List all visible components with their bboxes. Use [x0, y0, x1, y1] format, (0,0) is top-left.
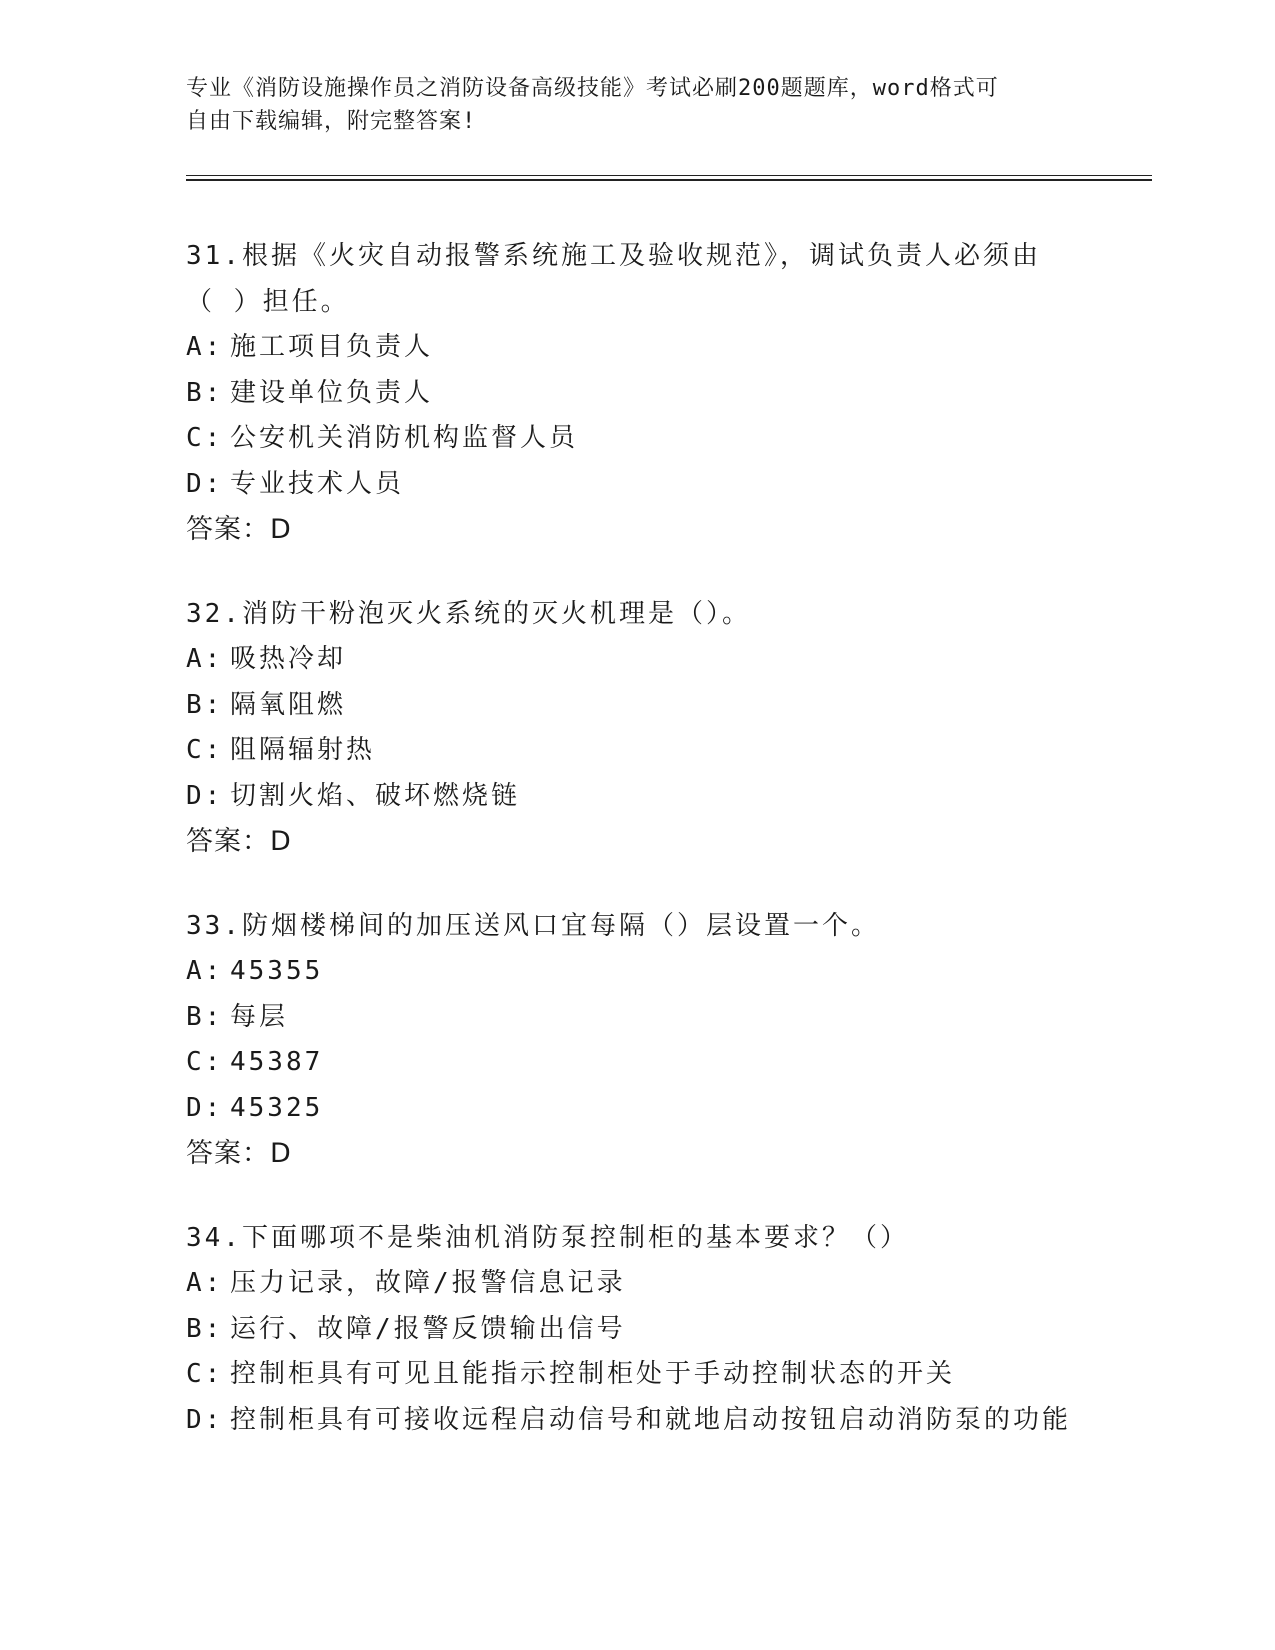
option-text: 控制柜具有可见且能指示控制柜处于手动控制状态的开关 — [230, 1359, 956, 1389]
option-text: 45355 — [230, 956, 324, 986]
header-divider-thick — [186, 179, 1152, 181]
option-text: 45325 — [230, 1092, 324, 1123]
option-letter: D: — [186, 468, 224, 499]
option-a — [186, 949, 1086, 995]
option-letter: D: — [186, 1404, 224, 1435]
answer-line: 答案：D — [186, 1138, 292, 1169]
option-b — [186, 1307, 1086, 1353]
option-text: 吸热冷却 — [230, 644, 347, 674]
question-32 — [186, 591, 1086, 864]
question-text: 34.下面哪项不是柴油机消防泵控制柜的基本要求？（） — [186, 1223, 909, 1253]
option-text: 运行、故障/报警反馈输出信号 — [230, 1313, 626, 1344]
question-list — [186, 233, 1086, 1482]
option-letter: C: — [186, 735, 224, 765]
header-line-2: 自由下载编辑，附完整答案! — [186, 109, 477, 134]
question-33 — [186, 903, 1086, 1176]
option-text: 建设单位负责人 — [230, 377, 434, 408]
option-text: 施工项目负责人 — [230, 332, 434, 362]
document-header — [186, 72, 1066, 138]
option-letter: C: — [186, 1047, 224, 1077]
question-34 — [186, 1215, 1086, 1443]
option-a — [186, 637, 1086, 683]
option-letter: A: — [186, 644, 224, 674]
question-text: 32.消防干粉泡灭火系统的灭火机理是（）。 — [186, 599, 751, 629]
option-d — [186, 462, 1086, 508]
option-letter: B: — [186, 1313, 224, 1344]
option-text: 压力记录，故障/报警信息记录 — [230, 1268, 626, 1298]
option-text: 隔氧阻燃 — [230, 689, 347, 720]
option-a — [186, 325, 1086, 371]
option-letter: D: — [186, 780, 224, 811]
option-letter: B: — [186, 377, 224, 408]
option-d — [186, 1398, 1086, 1444]
option-text: 公安机关消防机构监督人员 — [230, 423, 579, 453]
option-c — [186, 1352, 1086, 1398]
option-letter: C: — [186, 423, 224, 453]
option-letter: A: — [186, 956, 224, 986]
answer-line: 答案：D — [186, 514, 292, 545]
option-letter: A: — [186, 1268, 224, 1298]
option-b — [186, 371, 1086, 417]
question-text: 33.防烟楼梯间的加压送风口宜每隔（）层设置一个。 — [186, 911, 880, 941]
answer-line: 答案：D — [186, 826, 292, 857]
option-text: 专业技术人员 — [230, 468, 405, 499]
option-text: 45387 — [230, 1047, 324, 1077]
option-text: 每层 — [230, 1001, 289, 1032]
option-letter: D: — [186, 1092, 224, 1123]
option-letter: B: — [186, 689, 224, 720]
option-text: 阻隔辐射热 — [230, 735, 376, 765]
question-text: 31.根据《火灾自动报警系统施工及验收规范》，调试负责人必须由（ ）担任。 — [186, 241, 1041, 317]
option-c — [186, 416, 1086, 462]
header-divider-thin — [186, 175, 1152, 176]
option-letter: C: — [186, 1359, 224, 1389]
option-b — [186, 995, 1086, 1041]
option-b — [186, 683, 1086, 729]
option-text: 控制柜具有可接收远程启动信号和就地启动按钮启动消防泵的功能 — [230, 1404, 1072, 1435]
option-c — [186, 1040, 1086, 1086]
option-a — [186, 1261, 1086, 1307]
option-text: 切割火焰、破坏燃烧链 — [230, 780, 521, 811]
option-letter: A: — [186, 332, 224, 362]
option-letter: B: — [186, 1001, 224, 1032]
option-c — [186, 728, 1086, 774]
option-d — [186, 1086, 1086, 1132]
option-d — [186, 774, 1086, 820]
header-line-1: 专业《消防设施操作员之消防设备高级技能》考试必刷200题题库，word格式可 — [186, 76, 999, 101]
question-31 — [186, 233, 1086, 552]
